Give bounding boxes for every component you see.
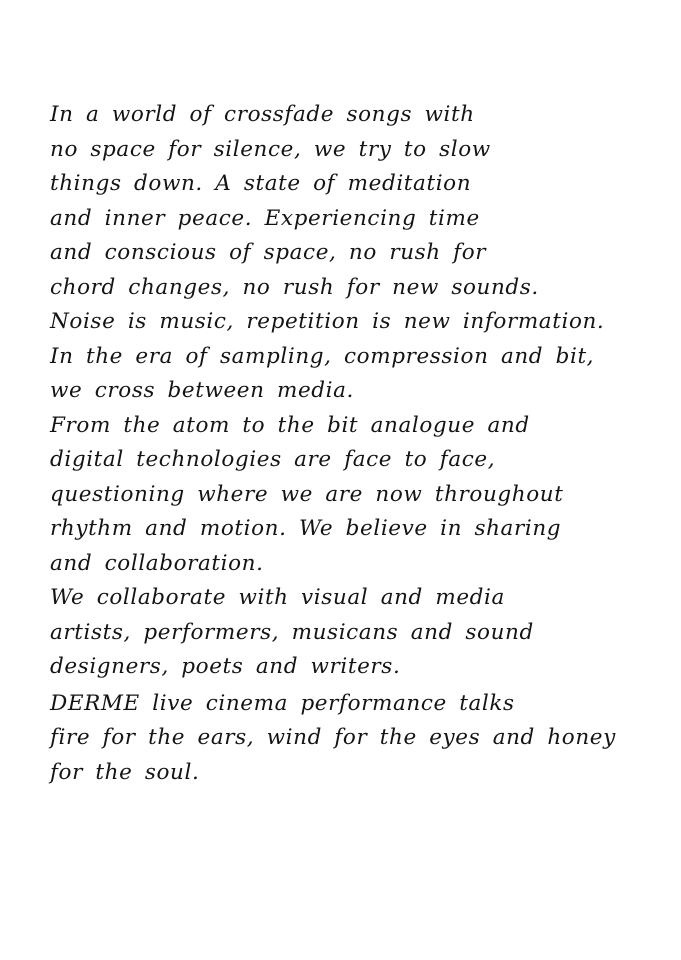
text-line: DERME live cinema performance talks: [50, 690, 515, 716]
text-line: Noise is music, repetition is new information.: [50, 309, 605, 334]
text-line: no space for silence, we try to slow: [50, 136, 491, 162]
text-line: rhythm and motion. We believe in sharing: [50, 516, 562, 541]
text-line: things down. A state of meditation: [50, 171, 472, 196]
text-line: and inner peace. Experiencing time: [50, 205, 480, 231]
text-line: digital technologies are face to face,: [50, 447, 496, 472]
text-line: and collaboration.: [50, 550, 264, 576]
text-line: we cross between media.: [50, 378, 354, 403]
text-line: for the soul.: [50, 759, 200, 785]
text-line: fire for the ears, wind for the eyes and honey: [50, 725, 616, 750]
text-line: In the era of sampling, compression and bit,: [50, 343, 595, 369]
handwritten-manifesto-text: [50, 98, 650, 790]
text-line: We collaborate with visual and media: [50, 585, 505, 610]
text-line: In a world of crossfade songs with: [50, 102, 475, 127]
text-line: and conscious of space, no rush for: [50, 240, 487, 265]
text-line: questioning where we are now throughout: [50, 481, 564, 507]
text-line: From the atom to the bit analogue and: [50, 412, 530, 438]
text-line: artists, performers, musicans and sound: [50, 619, 534, 645]
text-line: designers, poets and writers.: [50, 654, 401, 679]
text-line: chord changes, no rush for new sounds.: [50, 274, 539, 300]
